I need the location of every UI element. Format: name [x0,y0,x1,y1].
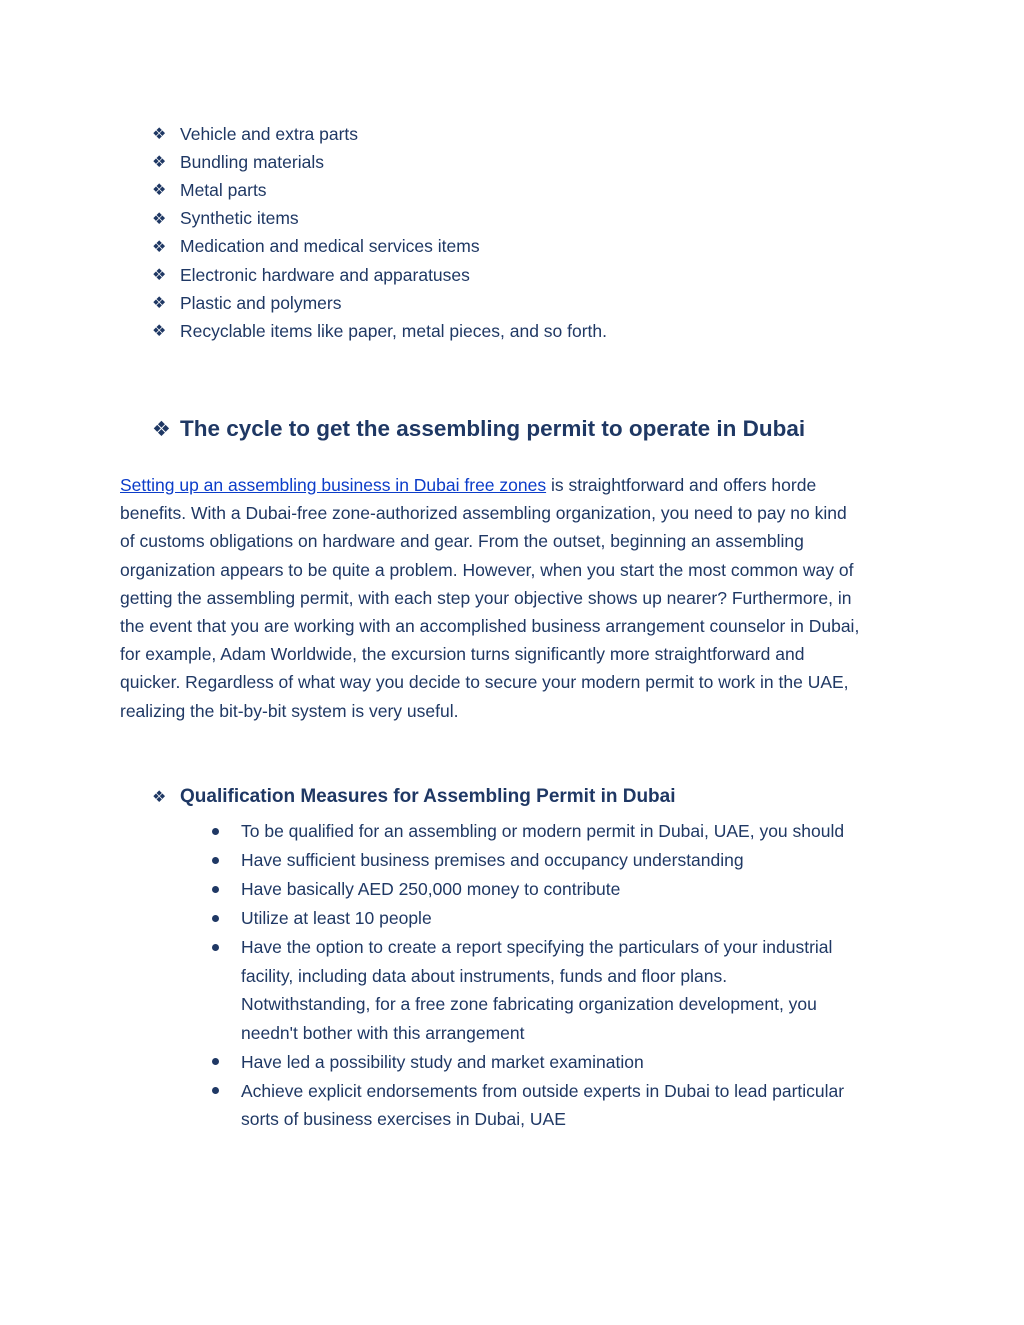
dot-bullet-icon [210,846,241,875]
list-item-line: Utilize at least 10 people [241,908,432,928]
list-item-text [241,904,432,933]
paragraph-line: realizing the bit-by-bit system is very useful. [120,700,459,721]
intro-bullet-list [152,120,607,346]
dot-bullet-icon [210,817,241,846]
list-item-text [241,933,832,1047]
diamond-bullet-icon: ❖ [152,267,167,285]
list-item [210,1048,900,1077]
dot-bullet-icon [210,933,241,962]
body-paragraph [120,471,910,725]
list-item-text [241,846,744,875]
list-item [210,875,900,904]
list-item-line: To be qualified for an assembling or modern permit in Dubai, UAE, you should [241,821,845,841]
diamond-bullet-icon: ❖ [152,789,167,806]
diamond-bullet-icon: ❖ [152,238,167,256]
list-item-line: Have the option to create a report specifying the particulars of your industrial [241,937,833,957]
diamond-bullet-icon: ❖ [152,126,167,144]
qualification-bullet-list [210,817,900,1134]
list-item [152,148,607,176]
paragraph-line: the event that you are working with an accomplished business arrangement counselor in Dubai, [120,616,860,637]
dot-bullet-icon [210,904,241,933]
list-item-text: Vehicle and extra parts [180,123,359,144]
diamond-bullet-icon: ❖ [152,154,167,172]
list-item [152,317,607,345]
diamond-bullet-icon: ❖ [152,295,167,313]
list-item-line: Notwithstanding, for a free zone fabricating organization development, you [241,994,817,1014]
dot-bullet-icon [210,1077,241,1106]
list-item-text [241,1077,844,1134]
section-heading-permit-cycle [152,416,805,442]
list-item-text: Synthetic items [180,208,299,229]
list-item [210,846,900,875]
list-item-text: Medication and medical services items [180,236,480,257]
list-item-text: Metal parts [180,179,267,200]
paragraph-line: benefits. With a Dubai-free zone-authorized assembling organization, you need to pay no kind [120,503,847,524]
paragraph-line: quicker. Regardless of what way you decide to secure your modern permit to work in the UAE, [120,672,849,693]
list-item [210,817,900,846]
list-item [152,120,607,148]
list-item-line: Have led a possibility study and market examination [241,1051,644,1072]
list-item-line: needn't bother with this arrangement [241,1022,525,1043]
free-zones-link[interactable]: Setting up an assembling business in Dubai free zones [120,475,547,495]
list-item-line: facility, including data about instruments, funds and floor plans. [241,965,728,986]
diamond-bullet-icon: ❖ [152,182,167,200]
paragraph-line: for example, Adam Worldwide, the excursion turns significantly more straightforward and [120,644,805,665]
list-item [210,933,900,1047]
dot-bullet-icon [210,875,241,904]
list-item-text: Recyclable items like paper, metal pieces, and so forth. [180,320,608,341]
paragraph-line: organization appears to be quite a problem. However, when you start the most common way of [120,559,854,580]
list-item-line: Have basically AED 250,000 money to contribute [241,879,621,899]
list-item [210,904,900,933]
list-item [152,205,607,233]
paragraph-line: of customs obligations on hardware and gear. From the outset, beginning an assembling [120,531,804,552]
dot-bullet-icon [210,1048,241,1077]
paragraph-line [120,471,910,499]
list-item-line: Have sufficient business premises and occupancy understanding [241,850,744,870]
diamond-bullet-icon: ❖ [152,210,167,228]
paragraph-line-text: is straightforward and offers horde [546,475,817,495]
list-item-line: sorts of business exercises in Dubai, UAE [241,1109,566,1129]
list-item-text [241,1048,644,1077]
list-item [152,233,607,261]
list-item-line: Achieve explicit endorsements from outside experts in Dubai to lead particular [241,1080,845,1101]
list-item-text [241,875,620,904]
list-item-text [241,817,844,846]
section-heading-qualification [152,786,676,808]
diamond-bullet-icon: ❖ [152,417,171,441]
heading-text: Qualification Measures for Assembling Permit in Dubai [180,786,676,807]
list-item [152,176,607,204]
list-item-text: Electronic hardware and apparatuses [180,264,470,285]
paragraph-line: getting the assembling permit, with each step your objective shows up nearer? Furthermore, in [120,587,852,608]
list-item-text: Bundling materials [180,151,324,172]
list-item [152,289,607,317]
heading-text: The cycle to get the assembling permit to operate in Dubai [180,416,806,441]
diamond-bullet-icon: ❖ [152,323,167,341]
list-item [152,261,607,289]
list-item [210,1077,900,1134]
list-item-text: Plastic and polymers [180,292,342,313]
